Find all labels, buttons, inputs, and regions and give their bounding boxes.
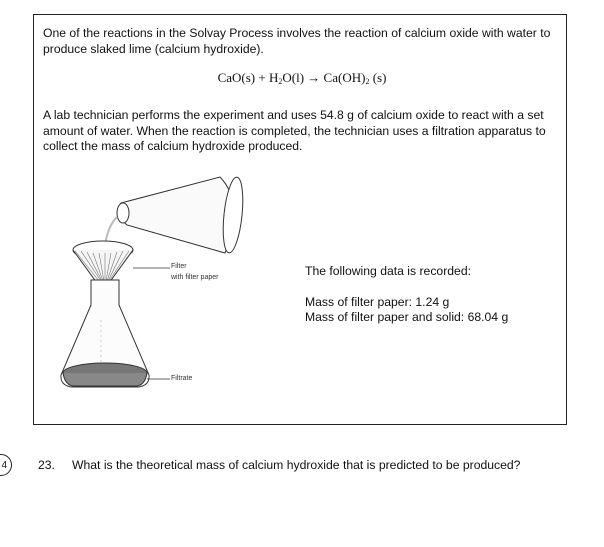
- erlenmeyer-flask: [61, 280, 149, 387]
- filtrate-label: Filtrate: [171, 375, 193, 382]
- recorded-data: [305, 264, 508, 325]
- intro-text: One of the reactions in the Solvay Process involves the reaction of calcium oxide with water to produce slaked lime (calcium hydroxide).: [43, 26, 551, 56]
- filter-sub-label: with filter paper: [171, 274, 219, 281]
- chemical-equation: [0, 70, 604, 86]
- question-text: What is the theoretical mass of calcium hydroxide that is predicted to be produced?: [72, 458, 521, 472]
- filter-paper-mass: Mass of filter paper: 1.24 g: [305, 295, 450, 309]
- equation-product: $Ca(OH)_2$ (s): [323, 70, 387, 86]
- question-badge: 4: [0, 454, 12, 476]
- pouring-beaker: [117, 176, 246, 253]
- data-intro: The following data is recorded:: [305, 264, 471, 278]
- technician-text: A lab technician performs the experiment and uses 54.8 g of calcium oxide to react with a set amount of water. When the reaction is completed, the technician uses a filtration apparatus to collect the mass of calcium hydroxide produced.: [43, 108, 546, 153]
- equation-reactant-2: $H_2O(l)$: [268, 70, 305, 86]
- question-number: 23.: [38, 458, 55, 472]
- equation-reactant-1: CaO(s): [217, 70, 256, 85]
- equation-plus: +: [255, 70, 269, 85]
- filter-paper-solid-mass: Mass of filter paper and solid: 68.04 g: [305, 310, 509, 324]
- question-23: [38, 458, 520, 472]
- filtration-apparatus-diagram: [55, 165, 255, 415]
- equation-arrow: →: [304, 70, 324, 85]
- filter-label: Filter: [171, 263, 187, 270]
